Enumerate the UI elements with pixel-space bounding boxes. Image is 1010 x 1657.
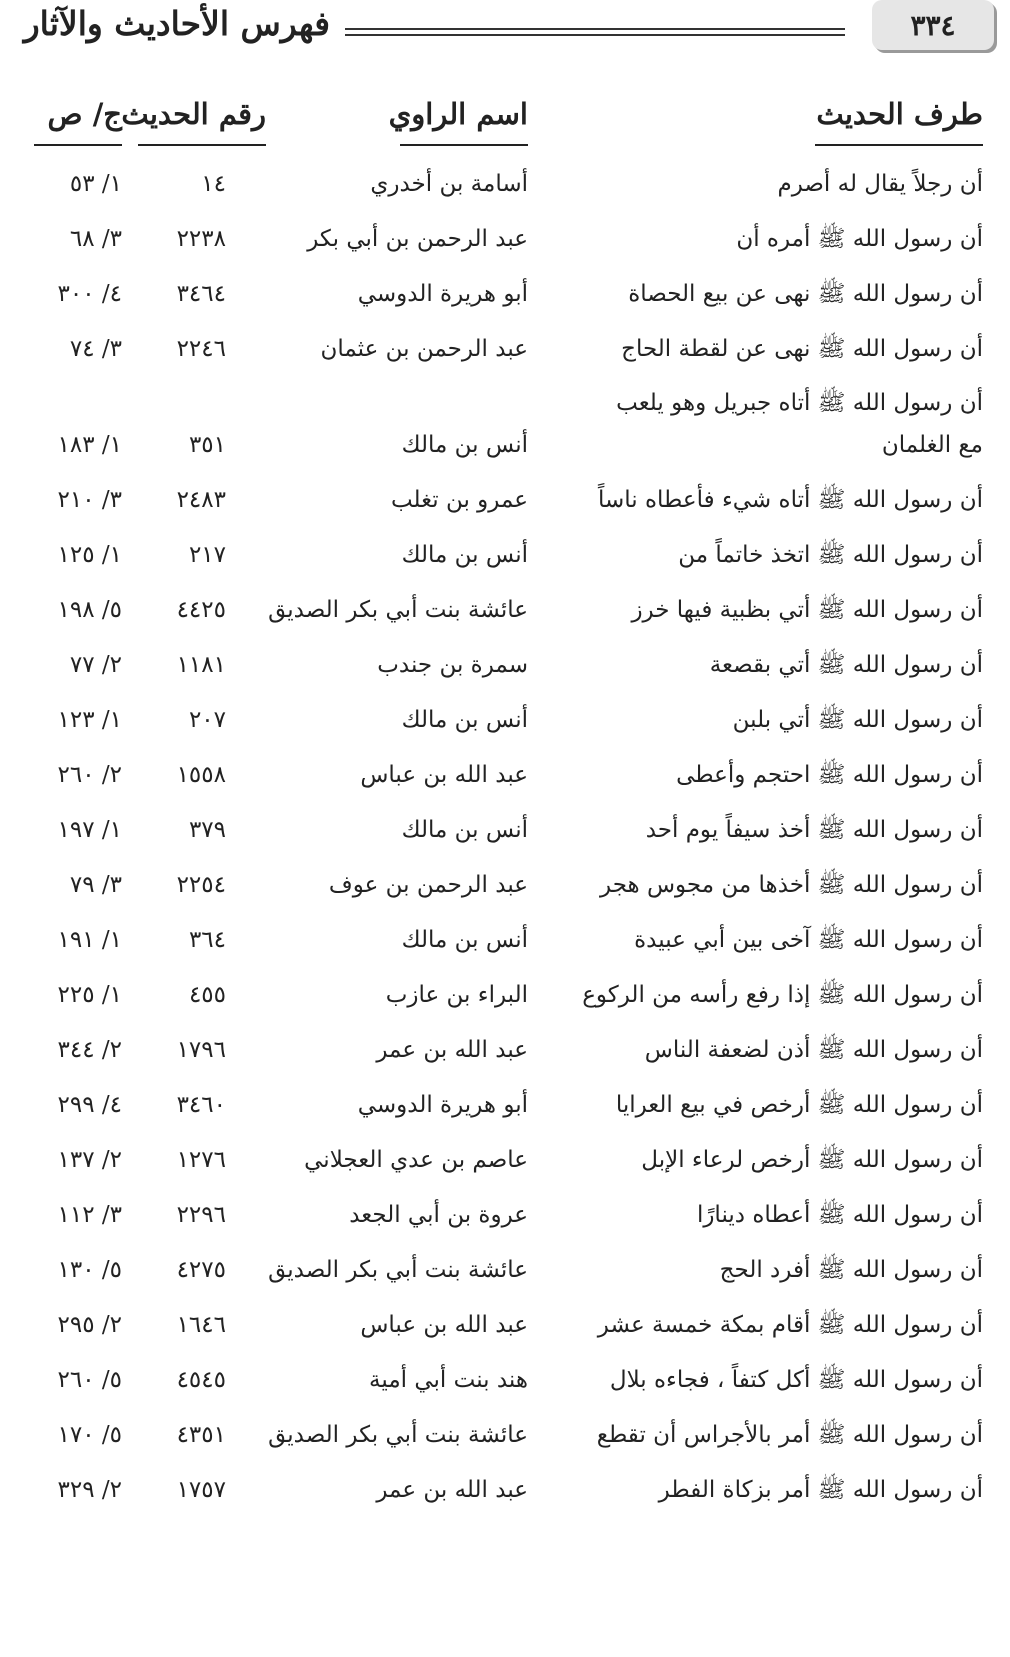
hadith-start-cell: أن رسول الله ﷺ أمره أن [736,226,983,252]
volume-page-cell: ٣/ ٧٩ [69,872,122,898]
table-row [0,798,1010,853]
volume-page-cell: ٢/ ٢٦٠ [57,762,122,788]
narrator-cell: سمرة بن جندب [377,652,528,678]
hadith-number-cell: ٣٧٩ [188,817,226,843]
hadith-number-cell: ٢٢٩٦ [176,1202,226,1228]
hadith-number-cell: ٣٥١ [188,432,226,458]
narrator-cell: أنس بن مالك [401,707,528,733]
hadith-start-cell: أن رسول الله ﷺ أكل كتفاً ، فجاءه بلال [609,1367,983,1393]
table-row [0,207,1010,262]
table-row [0,743,1010,798]
hadith-number-cell: ٢٤٨٣ [176,487,226,513]
table-row [0,152,1010,207]
narrator-cell: عبد الله بن عباس [360,762,528,788]
hadith-start-cell: أن رسول الله ﷺ إذا رفع رأسه من الركوع [582,982,983,1008]
header-rule [345,28,845,36]
hadith-start-cell: أن رسول الله ﷺ أعطاه دينارًا [696,1202,983,1228]
narrator-cell: أنس بن مالك [401,927,528,953]
volume-page-cell: ٣/ ٢١٠ [57,487,122,513]
hadith-number-cell: ١٧٩٦ [176,1037,226,1063]
narrator-cell: عبد الرحمن بن عثمان [320,336,528,362]
hadith-start-cell: أن رسول الله ﷺ أذن لضعفة الناس [644,1037,983,1063]
hadith-start-cell: أن رسول الله ﷺ نهى عن بيع الحصاة [628,281,983,307]
narrator-cell: عبد الرحمن بن أبي بكر [307,226,528,252]
narrator-cell: عبد الرحمن بن عوف [328,872,528,898]
hadith-start-cell: أن رسول الله ﷺ أرخص لرعاء الإبل [641,1147,983,1173]
table-row [0,1238,1010,1293]
volume-page-cell: ٤/ ٢٩٩ [57,1092,122,1118]
narrator-cell: عبد الله بن عمر [376,1477,528,1503]
hadith-start-cell: أن رسول الله ﷺ أقام بمكة خمسة عشر [597,1312,983,1338]
volume-page-cell: ٤/ ٣٠٠ [57,281,122,307]
narrator-cell: أسامة بن أخدري [370,171,528,197]
volume-page-cell: ٥/ ١٧٠ [57,1422,122,1448]
hadith-start-cell: أن رجلاً يقال له أصرم [777,171,983,197]
table-row [0,1293,1010,1348]
table-row [0,688,1010,743]
table-row [0,1128,1010,1183]
volume-page-cell: ١/ ١٢٥ [57,542,122,568]
table-row [0,523,1010,578]
hadith-number-cell: ٣٤٦٤ [176,281,226,307]
narrator-cell: عائشة بنت أبي بكر الصديق [268,1257,528,1283]
hadith-start-cell: أن رسول الله ﷺ أتاه شيء فأعطاه ناساً [597,487,983,513]
hadith-number-cell: ٤٣٥١ [176,1422,226,1448]
volume-page-cell: ٣/ ١١٢ [57,1202,122,1228]
hadith-start-cell: أن رسول الله ﷺ أرخص في بيع العرايا [615,1092,983,1118]
volume-page-cell: ١/ ٢٢٥ [57,982,122,1008]
volume-page-cell: ٢/ ١٣٧ [57,1147,122,1173]
narrator-cell: عائشة بنت أبي بكر الصديق [268,597,528,623]
volume-page-cell: ١/ ١٨٣ [57,432,122,458]
table-row [0,1458,1010,1513]
hadith-number-cell: ٤٢٧٥ [176,1257,226,1283]
narrator-cell: عبد الله بن عمر [376,1037,528,1063]
hadith-number-cell: ٣٦٤ [188,927,226,953]
narrator-cell: أنس بن مالك [401,542,528,568]
table-row [0,578,1010,633]
column-header-narrator: اسم الراوي [400,90,528,146]
table-row [0,317,1010,372]
hadith-start-cell: أن رسول الله ﷺ أتي بقصعة [709,652,983,678]
column-header-hadith-start: طرف الحديث [815,90,983,146]
narrator-cell: أبو هريرة الدوسي [357,1092,528,1118]
narrator-cell: أنس بن مالك [401,432,528,458]
index-table [0,152,1010,1513]
hadith-start-cell: أن رسول الله ﷺ آخى بين أبي عبيدة [634,927,983,953]
hadith-number-cell: ٤٥٥ [188,982,226,1008]
hadith-start-cell: أن رسول الله ﷺ أتي بلبن [732,707,983,733]
hadith-start-cell: أن رسول الله ﷺ أمر بالأجراس أن تقطع [596,1422,983,1448]
narrator-cell: أبو هريرة الدوسي [357,281,528,307]
volume-page-cell: ٣/ ٧٤ [69,336,122,362]
volume-page-cell: ٢/ ٢٩٥ [57,1312,122,1338]
hadith-number-cell: ٢٢٥٤ [176,872,226,898]
table-row [0,1073,1010,1128]
volume-page-cell: ١/ ٥٣ [69,171,122,197]
volume-page-cell: ٢/ ٧٧ [69,652,122,678]
hadith-number-cell: ٢٠٧ [188,707,226,733]
hadith-number-cell: ٢٢٣٨ [176,226,226,252]
page-number: ٣٣٤ [872,0,994,50]
column-header-hadith-number: رقم الحديث [138,90,266,146]
narrator-cell: أنس بن مالك [401,817,528,843]
hadith-start-cell: أن رسول الله ﷺ أخذ سيفاً يوم أحد [645,817,983,843]
table-row [0,468,1010,523]
volume-page-cell: ١/ ١٩٧ [57,817,122,843]
hadith-number-cell: ١٢٧٦ [176,1147,226,1173]
hadith-number-cell: ٤٤٢٥ [176,597,226,623]
hadith-start-cell: أن رسول الله ﷺ اتخذ خاتماً من [678,542,983,568]
volume-page-cell: ٢/ ٣٤٤ [57,1037,122,1063]
volume-page-cell: ١/ ١٢٣ [57,707,122,733]
table-row [0,908,1010,963]
table-row [0,1183,1010,1238]
table-row [0,262,1010,317]
table-row [0,1403,1010,1458]
hadith-number-cell: ١٦٤٦ [176,1312,226,1338]
hadith-start-cell: أن رسول الله ﷺ أمر بزكاة الفطر [658,1477,983,1503]
table-row [0,633,1010,688]
hadith-number-cell: ١٥٥٨ [176,762,226,788]
volume-page-cell: ٥/ ١٣٠ [57,1257,122,1283]
hadith-number-cell: ٢٢٤٦ [176,336,226,362]
table-row [0,853,1010,908]
volume-page-cell: ٥/ ١٩٨ [57,597,122,623]
page-title: فهرس الأحاديث والآثار [23,4,330,43]
hadith-start-cell: أن رسول الله ﷺ نهى عن لقطة الحاج [621,336,983,362]
volume-page-cell: ٥/ ٢٦٠ [57,1367,122,1393]
volume-page-cell: ١/ ١٩١ [57,927,122,953]
hadith-number-cell: ٢١٧ [188,542,226,568]
hadith-start-cell: أن رسول الله ﷺ أفرد الحج [719,1257,983,1283]
hadith-number-cell: ٣٤٦٠ [176,1092,226,1118]
narrator-cell: عمرو بن تغلب [390,487,528,513]
hadith-start-cell: أن رسول الله ﷺ أتي بظبية فيها خرز [631,597,983,623]
volume-page-cell: ٢/ ٣٢٩ [57,1477,122,1503]
hadith-number-cell: ١٤ [201,171,226,197]
narrator-cell: هند بنت أبي أمية [369,1367,528,1393]
hadith-number-cell: ١٧٥٧ [176,1477,226,1503]
narrator-cell: عاصم بن عدي العجلاني [304,1147,528,1173]
hadith-start-cell: أن رسول الله ﷺ أخذها من مجوس هجر [600,872,983,898]
narrator-cell: عبد الله بن عباس [360,1312,528,1338]
hadith-start-cell: أن رسول الله ﷺ احتجم وأعطى [676,762,983,788]
table-row [0,372,1010,468]
column-header-volume-page: ج/ ص [34,90,122,146]
table-row [0,963,1010,1018]
narrator-cell: عروة بن أبي الجعد [349,1202,528,1228]
narrator-cell: البراء بن عازب [385,982,528,1008]
hadith-number-cell: ٤٥٤٥ [176,1367,226,1393]
volume-page-cell: ٣/ ٦٨ [69,226,122,252]
hadith-number-cell: ١١٨١ [176,652,226,678]
table-row [0,1018,1010,1073]
narrator-cell: عائشة بنت أبي بكر الصديق [268,1422,528,1448]
table-row [0,1348,1010,1403]
hadith-start-cell: أن رسول الله ﷺ أتاه جبريل وهو يلعب مع الغلمان [616,390,983,458]
